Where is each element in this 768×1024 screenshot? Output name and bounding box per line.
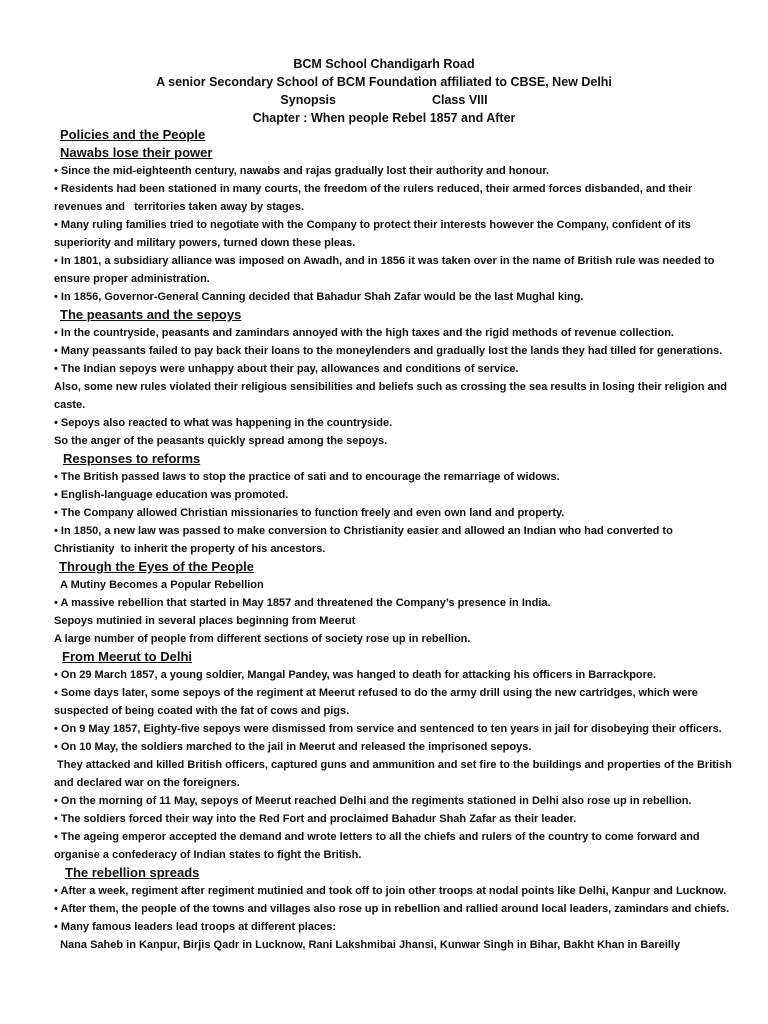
text-line: • In 1850, a new law was passed to make conversion to Christianity easier and allowed an Indian who had converted to [54, 525, 673, 537]
section-heading-meerut: From Meerut to Delhi [62, 649, 193, 664]
text-line: • Many famous leaders lead troops at different places: [54, 921, 336, 933]
text-line: Sepoys mutinied in several places beginning from Meerut [54, 615, 356, 627]
text-line: • The ageing emperor accepted the demand and wrote letters to all the chiefs and rulers of the country to come forward and [54, 831, 700, 843]
text-line: A large number of people from different sections of society rose up in rebellion. [54, 633, 471, 645]
section-subheading-nawabs: Nawabs lose their power [60, 145, 213, 160]
text-line: Christianity to inherit the property of his ancestors. [54, 543, 326, 555]
text-line: • On 29 March 1857, a young soldier, Mangal Pandey, was hanged to death for attacking his officers in Barrackpore. [54, 669, 657, 681]
text-line: • The soldiers forced their way into the Red Fort and proclaimed Bahadur Shah Zafar as their leader. [54, 813, 577, 825]
text-line: • Sepoys also reacted to what was happening in the countryside. [54, 417, 393, 429]
text-line: • The British passed laws to stop the practice of sati and to encourage the remarriage of widows. [54, 471, 560, 483]
text-line: Also, some new rules violated their religious sensibilities and beliefs such as crossing the sea results in losing their religion and [54, 381, 728, 393]
text-line: and declared war on the foreigners. [54, 777, 240, 789]
text-line: • A massive rebellion that started in May 1857 and threatened the Company’s presence in India. [54, 597, 551, 609]
school-name: BCM School Chandigarh Road [293, 57, 475, 71]
text-line: revenues and territories taken away by stages. [54, 201, 305, 213]
text-line: • The Company allowed Christian missionaries to function freely and even own land and property. [54, 507, 565, 519]
school-affiliation: A senior Secondary School of BCM Foundation affiliated to CBSE, New Delhi [156, 75, 612, 89]
text-line: caste. [54, 399, 86, 411]
text-line: • Many ruling families tried to negotiate with the Company to protect their interests however the Company, confident of its [54, 219, 691, 231]
section-heading-spreads: The rebellion spreads [65, 865, 200, 880]
text-line: • After them, the people of the towns and villages also rose up in rebellion and rallied around local leaders, zamindars and chiefs. [54, 903, 730, 915]
class-label: Class VIII [431, 93, 488, 107]
section-subheading-mutiny: A Mutiny Becomes a Popular Rebellion [60, 579, 264, 591]
text-line: • In 1856, Governor-General Canning decided that Bahadur Shah Zafar would be the last Mughal king. [54, 291, 584, 303]
text-line: • Since the mid-eighteenth century, nawabs and rajas gradually lost their authority and honour. [54, 165, 550, 177]
document-body [54, 126, 744, 954]
text-line: Nana Saheb in Kanpur, Birjis Qadr in Lucknow, Rani Lakshmibai Jhansi, Kunwar Singh in Bihar, Bakht Khan in Bareilly [54, 939, 681, 951]
text-line: • In 1801, a subsidiary alliance was imposed on Awadh, and in 1856 it was taken over in the name of British rule was needed to [54, 255, 715, 267]
doc-type: Synopsis [280, 93, 336, 107]
document-header [0, 55, 768, 127]
text-line: suspected of being coated with the fat of cows and pigs. [54, 705, 350, 717]
section-heading-peasants: The peasants and the sepoys [60, 307, 242, 322]
text-line: • On the morning of 11 May, sepoys of Meerut reached Delhi and the regiments stationed in Delhi also rose up in rebellion. [54, 795, 692, 807]
section-heading-policies: Policies and the People [60, 127, 206, 142]
text-line: • Many peassants failed to pay back their loans to the moneylenders and gradually lost the lands they had tilled for generations. [54, 345, 723, 357]
text-line: So the anger of the peasants quickly spread among the sepoys. [54, 435, 388, 447]
section-heading-reforms: Responses to reforms [63, 451, 201, 466]
text-line: • The Indian sepoys were unhappy about their pay, allowances and conditions of service. [54, 363, 519, 375]
text-line: • Some days later, some sepoys of the regiment at Meerut refused to do the army drill using the new cartridges, which were [54, 687, 698, 699]
text-line: • In the countryside, peasants and zamindars annoyed with the high taxes and the rigid methods of revenue collection. [54, 327, 674, 339]
text-line: • After a week, regiment after regiment mutinied and took off to join other troops at nodal points like Delhi, Kanpur and Lucknow. [54, 885, 727, 897]
section-heading-eyes: Through the Eyes of the People [59, 559, 255, 574]
synopsis-class-line [0, 91, 768, 109]
text-line: organise a confederacy of Indian states to fight the British. [54, 849, 362, 861]
text-line: • English-language education was promoted. [54, 489, 289, 501]
text-line: • Residents had been stationed in many courts, the freedom of the rulers reduced, their armed forces disbanded, and their [54, 183, 693, 195]
text-line: superiority and military powers, turned down these pleas. [54, 237, 356, 249]
text-line: ensure proper administration. [54, 273, 210, 285]
text-line: • On 10 May, the soldiers marched to the jail in Meerut and released the imprisoned sepoys. [54, 741, 532, 753]
text-line: • On 9 May 1857, Eighty-five sepoys were dismissed from service and sentenced to ten years in jail for disobeying their officers. [54, 723, 722, 735]
text-line: They attacked and killed British officers, captured guns and ammunition and set fire to the buildings and properties of the British [54, 759, 732, 771]
chapter-title: Chapter : When people Rebel 1857 and After [252, 111, 516, 125]
